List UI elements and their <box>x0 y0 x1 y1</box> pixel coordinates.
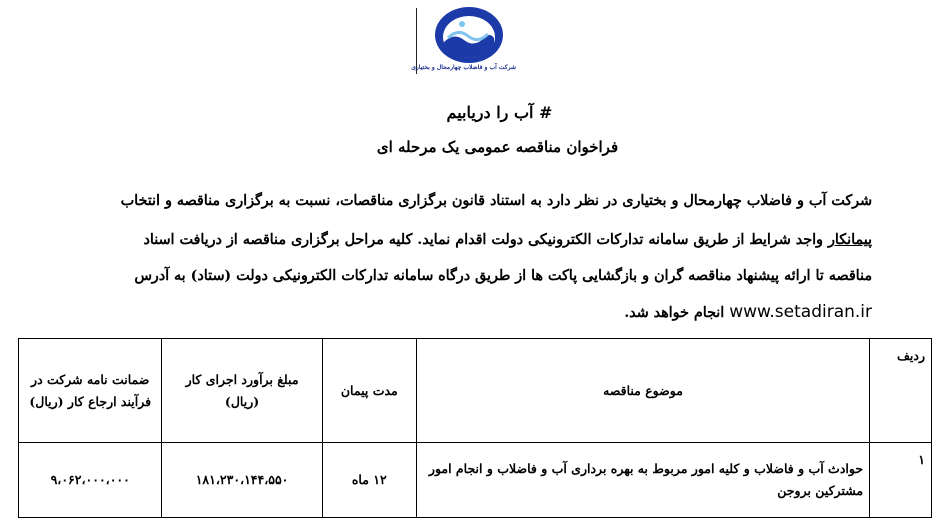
row-number: ۱ <box>870 443 932 518</box>
setad-url-link[interactable]: www.setadiran.ir <box>729 302 872 322</box>
contractor-word: پیمانکار <box>827 232 872 248</box>
header-estimate: مبلغ برآورد اجرای کار (ریال) <box>162 339 322 443</box>
company-logo <box>411 4 516 76</box>
hashtag-heading: # آب را دریابیم <box>446 103 553 122</box>
row-subject: حوادث آب و فاضلاب و کلیه امور مربوط به بهره برداری آب و فاضلاب و انجام امور مشترکین بروجن <box>416 443 869 518</box>
header-subject: موضوع مناقصه <box>416 339 869 443</box>
row-duration: ۱۲ ماه <box>322 443 416 518</box>
intro-line-2: پیمانکار واجد شرایط از طریق سامانه تدارکات الکترونیکی دولت اقدام نماید. کلیه مراحل برگزاری مناقصه از دریافت اسناد <box>143 232 872 248</box>
intro-line-1: شرکت آب و فاضلاب چهارمحال و بختیاری در نظر دارد به استناد قانون برگزاری مناقصات، نسبت به برگزاری مناقصه و انتخاب <box>120 193 872 209</box>
row-estimate: ۱۸۱،۲۳۰،۱۴۴،۵۵۰ <box>162 443 322 518</box>
page-title: فراخوان مناقصه عمومی یک مرحله ای <box>376 138 619 156</box>
table-row <box>19 443 932 518</box>
logo-caption: شرکت آب و فاضلاب چهارمحال و بختیاری <box>411 64 516 71</box>
tender-table <box>18 338 932 518</box>
water-drop-logo-icon <box>424 4 514 66</box>
intro-line-3: مناقصه تا ارائه پیشنهاد مناقصه گران و بازگشایی پاکت ها از طریق درگاه سامانه تدارکات الکترونیکی دولت (ستاد) به آدرس <box>134 268 872 284</box>
row-guarantee: ۹،۰۶۲،۰۰۰،۰۰۰ <box>19 443 162 518</box>
header-row-number: ردیف <box>870 339 932 443</box>
header-duration: مدت پیمان <box>322 339 416 443</box>
header-guarantee: ضمانت نامه شرکت در فرآیند ارجاع کار (ریال) <box>19 339 162 443</box>
intro-line-4: www.setadiran.ir انجام خواهد شد. <box>624 302 872 322</box>
table-header-row <box>19 339 932 443</box>
